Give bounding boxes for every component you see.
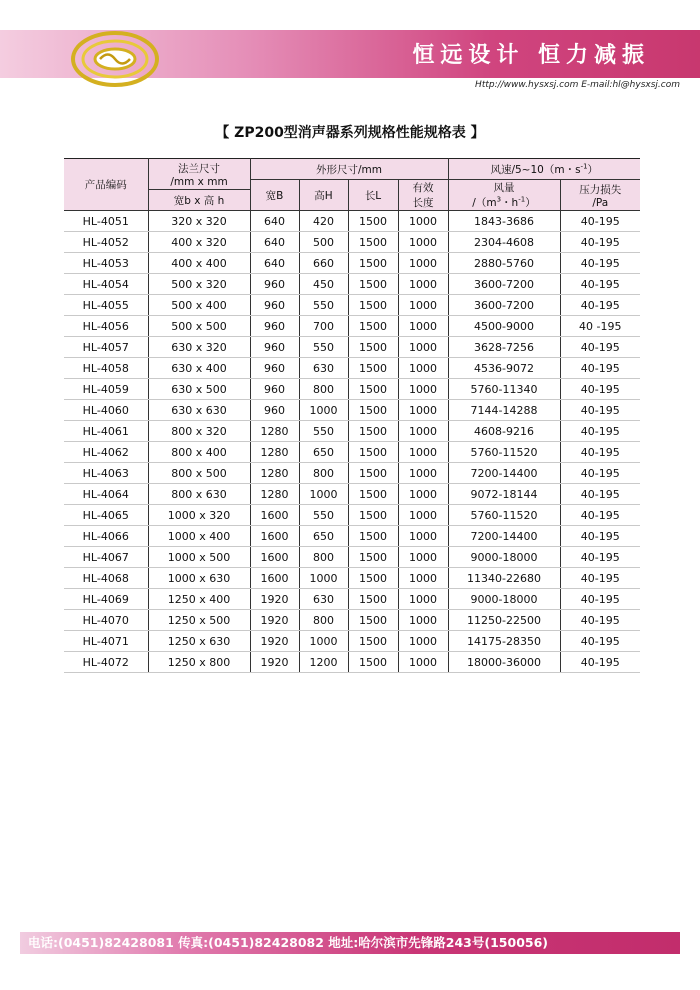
cell-code: HL-4052 [64, 232, 148, 253]
cell-L: 1500 [348, 274, 398, 295]
cell-eff: 1000 [398, 211, 448, 232]
table-row [64, 400, 640, 421]
cell-loss: 40-195 [560, 232, 640, 253]
table-row [64, 442, 640, 463]
airflow-unit-b: ・h [501, 197, 519, 209]
cell-H: 1000 [299, 400, 348, 421]
header-flange-unit: /mm x mm [170, 175, 228, 188]
cell-L: 1500 [348, 232, 398, 253]
table-row [64, 253, 640, 274]
table-row [64, 421, 640, 442]
cell-flow: 5760-11520 [448, 442, 560, 463]
cell-code: HL-4064 [64, 484, 148, 505]
cell-code: HL-4068 [64, 568, 148, 589]
cell-eff: 1000 [398, 400, 448, 421]
cell-flange: 500 x 400 [148, 295, 250, 316]
cell-loss: 40-195 [560, 547, 640, 568]
cell-B: 1600 [250, 526, 299, 547]
cell-loss: 40-195 [560, 274, 640, 295]
cell-flange: 800 x 500 [148, 463, 250, 484]
cell-eff: 1000 [398, 652, 448, 673]
cell-loss: 40-195 [560, 442, 640, 463]
cell-code: HL-4053 [64, 253, 148, 274]
page-title: 【 ZP200型消声器系列规格性能规格表 】 [215, 125, 485, 141]
cell-flow: 14175-28350 [448, 631, 560, 652]
cell-loss: 40-195 [560, 421, 640, 442]
cell-flange: 800 x 630 [148, 484, 250, 505]
table-row [64, 589, 640, 610]
cell-L: 1500 [348, 610, 398, 631]
cell-flow: 4536-9072 [448, 358, 560, 379]
cell-code: HL-4072 [64, 652, 148, 673]
cell-flange: 1000 x 500 [148, 547, 250, 568]
cell-loss: 40-195 [560, 463, 640, 484]
cell-loss: 40-195 [560, 358, 640, 379]
cell-eff: 1000 [398, 232, 448, 253]
cell-flow: 5760-11520 [448, 505, 560, 526]
cell-eff: 1000 [398, 358, 448, 379]
cell-flow: 11340-22680 [448, 568, 560, 589]
cell-H: 700 [299, 316, 348, 337]
table-row [64, 547, 640, 568]
table-row [64, 463, 640, 484]
cell-flange: 500 x 500 [148, 316, 250, 337]
cell-flow: 9072-18144 [448, 484, 560, 505]
cell-H: 660 [299, 253, 348, 274]
header-flange-title: 法兰尺寸 [178, 162, 220, 175]
cell-B: 960 [250, 337, 299, 358]
cell-B: 1920 [250, 610, 299, 631]
cell-flow: 3600-7200 [448, 295, 560, 316]
cell-code: HL-4067 [64, 547, 148, 568]
cell-flange: 1250 x 800 [148, 652, 250, 673]
cell-flange: 1250 x 630 [148, 631, 250, 652]
cell-eff: 1000 [398, 568, 448, 589]
cell-H: 630 [299, 358, 348, 379]
cell-L: 1500 [348, 316, 398, 337]
cell-flow: 7200-14400 [448, 463, 560, 484]
cell-eff: 1000 [398, 610, 448, 631]
cell-loss: 40-195 [560, 295, 640, 316]
table-row [64, 568, 640, 589]
cell-flange: 630 x 500 [148, 379, 250, 400]
cell-H: 550 [299, 295, 348, 316]
cell-L: 1500 [348, 631, 398, 652]
header-code: 产品编码 [64, 159, 148, 211]
cell-L: 1500 [348, 337, 398, 358]
cell-eff: 1000 [398, 505, 448, 526]
header-airflow [448, 180, 560, 211]
cell-L: 1500 [348, 211, 398, 232]
table-row [64, 316, 640, 337]
table-row [64, 337, 640, 358]
cell-H: 630 [299, 589, 348, 610]
cell-flow: 7144-14288 [448, 400, 560, 421]
header-wind-text: 风速/5~10（m・s [490, 163, 581, 176]
cell-flow: 9000-18000 [448, 589, 560, 610]
cell-loss: 40-195 [560, 379, 640, 400]
cell-eff: 1000 [398, 526, 448, 547]
company-logo [70, 30, 160, 88]
cell-flange: 400 x 400 [148, 253, 250, 274]
cell-flange: 1000 x 630 [148, 568, 250, 589]
header-wind-sup: -1 [580, 162, 588, 170]
cell-B: 1280 [250, 463, 299, 484]
cell-loss: 40-195 [560, 253, 640, 274]
airflow-unit-sup1: 3 [496, 195, 502, 204]
cell-H: 1000 [299, 568, 348, 589]
cell-flange: 320 x 320 [148, 211, 250, 232]
cell-eff: 1000 [398, 337, 448, 358]
cell-code: HL-4066 [64, 526, 148, 547]
cell-eff: 1000 [398, 274, 448, 295]
header-pressure-unit: /Pa [592, 196, 609, 209]
header-pressure [560, 180, 640, 211]
cell-code: HL-4060 [64, 400, 148, 421]
contact-line[interactable]: Http://www.hysxsj.com E-mail:hl@hysxsj.com [475, 80, 680, 90]
cell-loss: 40-195 [560, 568, 640, 589]
table-row [64, 358, 640, 379]
cell-H: 800 [299, 610, 348, 631]
table-row [64, 232, 640, 253]
cell-H: 650 [299, 526, 348, 547]
cell-code: HL-4065 [64, 505, 148, 526]
cell-B: 960 [250, 295, 299, 316]
header-effective-1: 有效 [412, 182, 434, 194]
header-effective [398, 180, 448, 211]
cell-B: 1920 [250, 631, 299, 652]
cell-flange: 1250 x 500 [148, 610, 250, 631]
cell-code: HL-4070 [64, 610, 148, 631]
header-width: 宽B [250, 180, 299, 211]
cell-H: 450 [299, 274, 348, 295]
cell-B: 1600 [250, 568, 299, 589]
cell-eff: 1000 [398, 295, 448, 316]
cell-eff: 1000 [398, 631, 448, 652]
cell-eff: 1000 [398, 316, 448, 337]
cell-loss: 40-195 [560, 610, 640, 631]
cell-flow: 5760-11340 [448, 379, 560, 400]
cell-flange: 1250 x 400 [148, 589, 250, 610]
cell-L: 1500 [348, 421, 398, 442]
cell-L: 1500 [348, 400, 398, 421]
cell-eff: 1000 [398, 463, 448, 484]
cell-H: 1000 [299, 484, 348, 505]
cell-eff: 1000 [398, 379, 448, 400]
cell-H: 800 [299, 379, 348, 400]
cell-loss: 40-195 [560, 400, 640, 421]
cell-L: 1500 [348, 652, 398, 673]
cell-flange: 800 x 400 [148, 442, 250, 463]
cell-loss: 40-195 [560, 505, 640, 526]
cell-B: 640 [250, 211, 299, 232]
cell-flange: 1000 x 320 [148, 505, 250, 526]
cell-loss: 40-195 [560, 631, 640, 652]
header-airflow-unit [449, 195, 560, 210]
cell-B: 1280 [250, 484, 299, 505]
cell-code: HL-4056 [64, 316, 148, 337]
cell-H: 550 [299, 505, 348, 526]
cell-eff: 1000 [398, 421, 448, 442]
cell-flow: 18000-36000 [448, 652, 560, 673]
cell-B: 960 [250, 316, 299, 337]
cell-eff: 1000 [398, 589, 448, 610]
cell-L: 1500 [348, 484, 398, 505]
cell-L: 1500 [348, 463, 398, 484]
header-flange-sub: 宽b x 高 h [148, 190, 250, 211]
cell-code: HL-4051 [64, 211, 148, 232]
airflow-unit-sup2: -1 [518, 195, 526, 204]
cell-H: 800 [299, 463, 348, 484]
cell-eff: 1000 [398, 484, 448, 505]
cell-loss: 40-195 [560, 589, 640, 610]
header-outer: 外形尺寸/mm [250, 159, 448, 180]
table-row [64, 274, 640, 295]
header-effective-2: 长度 [412, 197, 434, 209]
cell-code: HL-4062 [64, 442, 148, 463]
cell-code: HL-4057 [64, 337, 148, 358]
airflow-unit-a: /（m [472, 197, 497, 209]
cell-B: 960 [250, 400, 299, 421]
slogan: 恒远设计 恒力减振 [412, 43, 650, 68]
header-flange [148, 159, 250, 190]
cell-code: HL-4061 [64, 421, 148, 442]
cell-B: 960 [250, 379, 299, 400]
cell-H: 1000 [299, 631, 348, 652]
spec-table-body [64, 211, 640, 673]
cell-H: 420 [299, 211, 348, 232]
cell-flange: 400 x 320 [148, 232, 250, 253]
header-length: 长L [348, 180, 398, 211]
cell-flow: 9000-18000 [448, 547, 560, 568]
spec-table [64, 158, 640, 673]
cell-L: 1500 [348, 442, 398, 463]
table-row [64, 526, 640, 547]
cell-eff: 1000 [398, 442, 448, 463]
table-row [64, 652, 640, 673]
cell-loss: 40-195 [560, 484, 640, 505]
cell-loss: 40-195 [560, 526, 640, 547]
cell-B: 640 [250, 253, 299, 274]
cell-L: 1500 [348, 379, 398, 400]
cell-flow: 4608-9216 [448, 421, 560, 442]
header-height: 高H [299, 180, 348, 211]
cell-H: 500 [299, 232, 348, 253]
cell-flow: 7200-14400 [448, 526, 560, 547]
cell-L: 1500 [348, 526, 398, 547]
cell-B: 1920 [250, 589, 299, 610]
cell-flow: 2304-4608 [448, 232, 560, 253]
cell-code: HL-4071 [64, 631, 148, 652]
cell-code: HL-4055 [64, 295, 148, 316]
cell-eff: 1000 [398, 253, 448, 274]
cell-code: HL-4058 [64, 358, 148, 379]
cell-L: 1500 [348, 547, 398, 568]
cell-B: 1920 [250, 652, 299, 673]
cell-H: 1200 [299, 652, 348, 673]
table-row [64, 484, 640, 505]
cell-B: 960 [250, 274, 299, 295]
cell-flow: 1843-3686 [448, 211, 560, 232]
cell-L: 1500 [348, 295, 398, 316]
cell-B: 640 [250, 232, 299, 253]
cell-code: HL-4059 [64, 379, 148, 400]
header-wind [448, 159, 640, 180]
cell-flange: 630 x 630 [148, 400, 250, 421]
header-wind-close: ） [587, 163, 599, 176]
cell-H: 800 [299, 547, 348, 568]
cell-flange: 500 x 320 [148, 274, 250, 295]
table-row [64, 631, 640, 652]
cell-loss: 40-195 [560, 652, 640, 673]
cell-eff: 1000 [398, 547, 448, 568]
cell-flange: 1000 x 400 [148, 526, 250, 547]
cell-H: 550 [299, 337, 348, 358]
cell-loss: 40-195 [560, 337, 640, 358]
footer-contact: 电话:(0451)82428081 传真:(0451)82428082 地址:哈尔滨市先锋路243号(150056) [20, 932, 680, 954]
cell-L: 1500 [348, 253, 398, 274]
table-row [64, 295, 640, 316]
airflow-unit-c: ） [525, 197, 536, 209]
cell-L: 1500 [348, 358, 398, 379]
cell-flow: 4500-9000 [448, 316, 560, 337]
header-airflow-title: 风量 [493, 182, 515, 194]
table-row [64, 379, 640, 400]
cell-B: 1280 [250, 421, 299, 442]
cell-H: 550 [299, 421, 348, 442]
cell-code: HL-4063 [64, 463, 148, 484]
table-row [64, 610, 640, 631]
cell-flow: 11250-22500 [448, 610, 560, 631]
cell-L: 1500 [348, 505, 398, 526]
header-pressure-title: 压力损失 [579, 183, 622, 196]
cell-flange: 800 x 320 [148, 421, 250, 442]
cell-flow: 2880-5760 [448, 253, 560, 274]
cell-flange: 630 x 320 [148, 337, 250, 358]
cell-code: HL-4069 [64, 589, 148, 610]
table-row [64, 211, 640, 232]
cell-H: 650 [299, 442, 348, 463]
cell-L: 1500 [348, 589, 398, 610]
cell-B: 1600 [250, 547, 299, 568]
cell-flow: 3600-7200 [448, 274, 560, 295]
cell-flow: 3628-7256 [448, 337, 560, 358]
cell-L: 1500 [348, 568, 398, 589]
cell-loss: 40-195 [560, 211, 640, 232]
cell-flange: 630 x 400 [148, 358, 250, 379]
table-row [64, 505, 640, 526]
cell-B: 1600 [250, 505, 299, 526]
cell-B: 960 [250, 358, 299, 379]
cell-B: 1280 [250, 442, 299, 463]
cell-code: HL-4054 [64, 274, 148, 295]
cell-loss: 40 -195 [560, 316, 640, 337]
